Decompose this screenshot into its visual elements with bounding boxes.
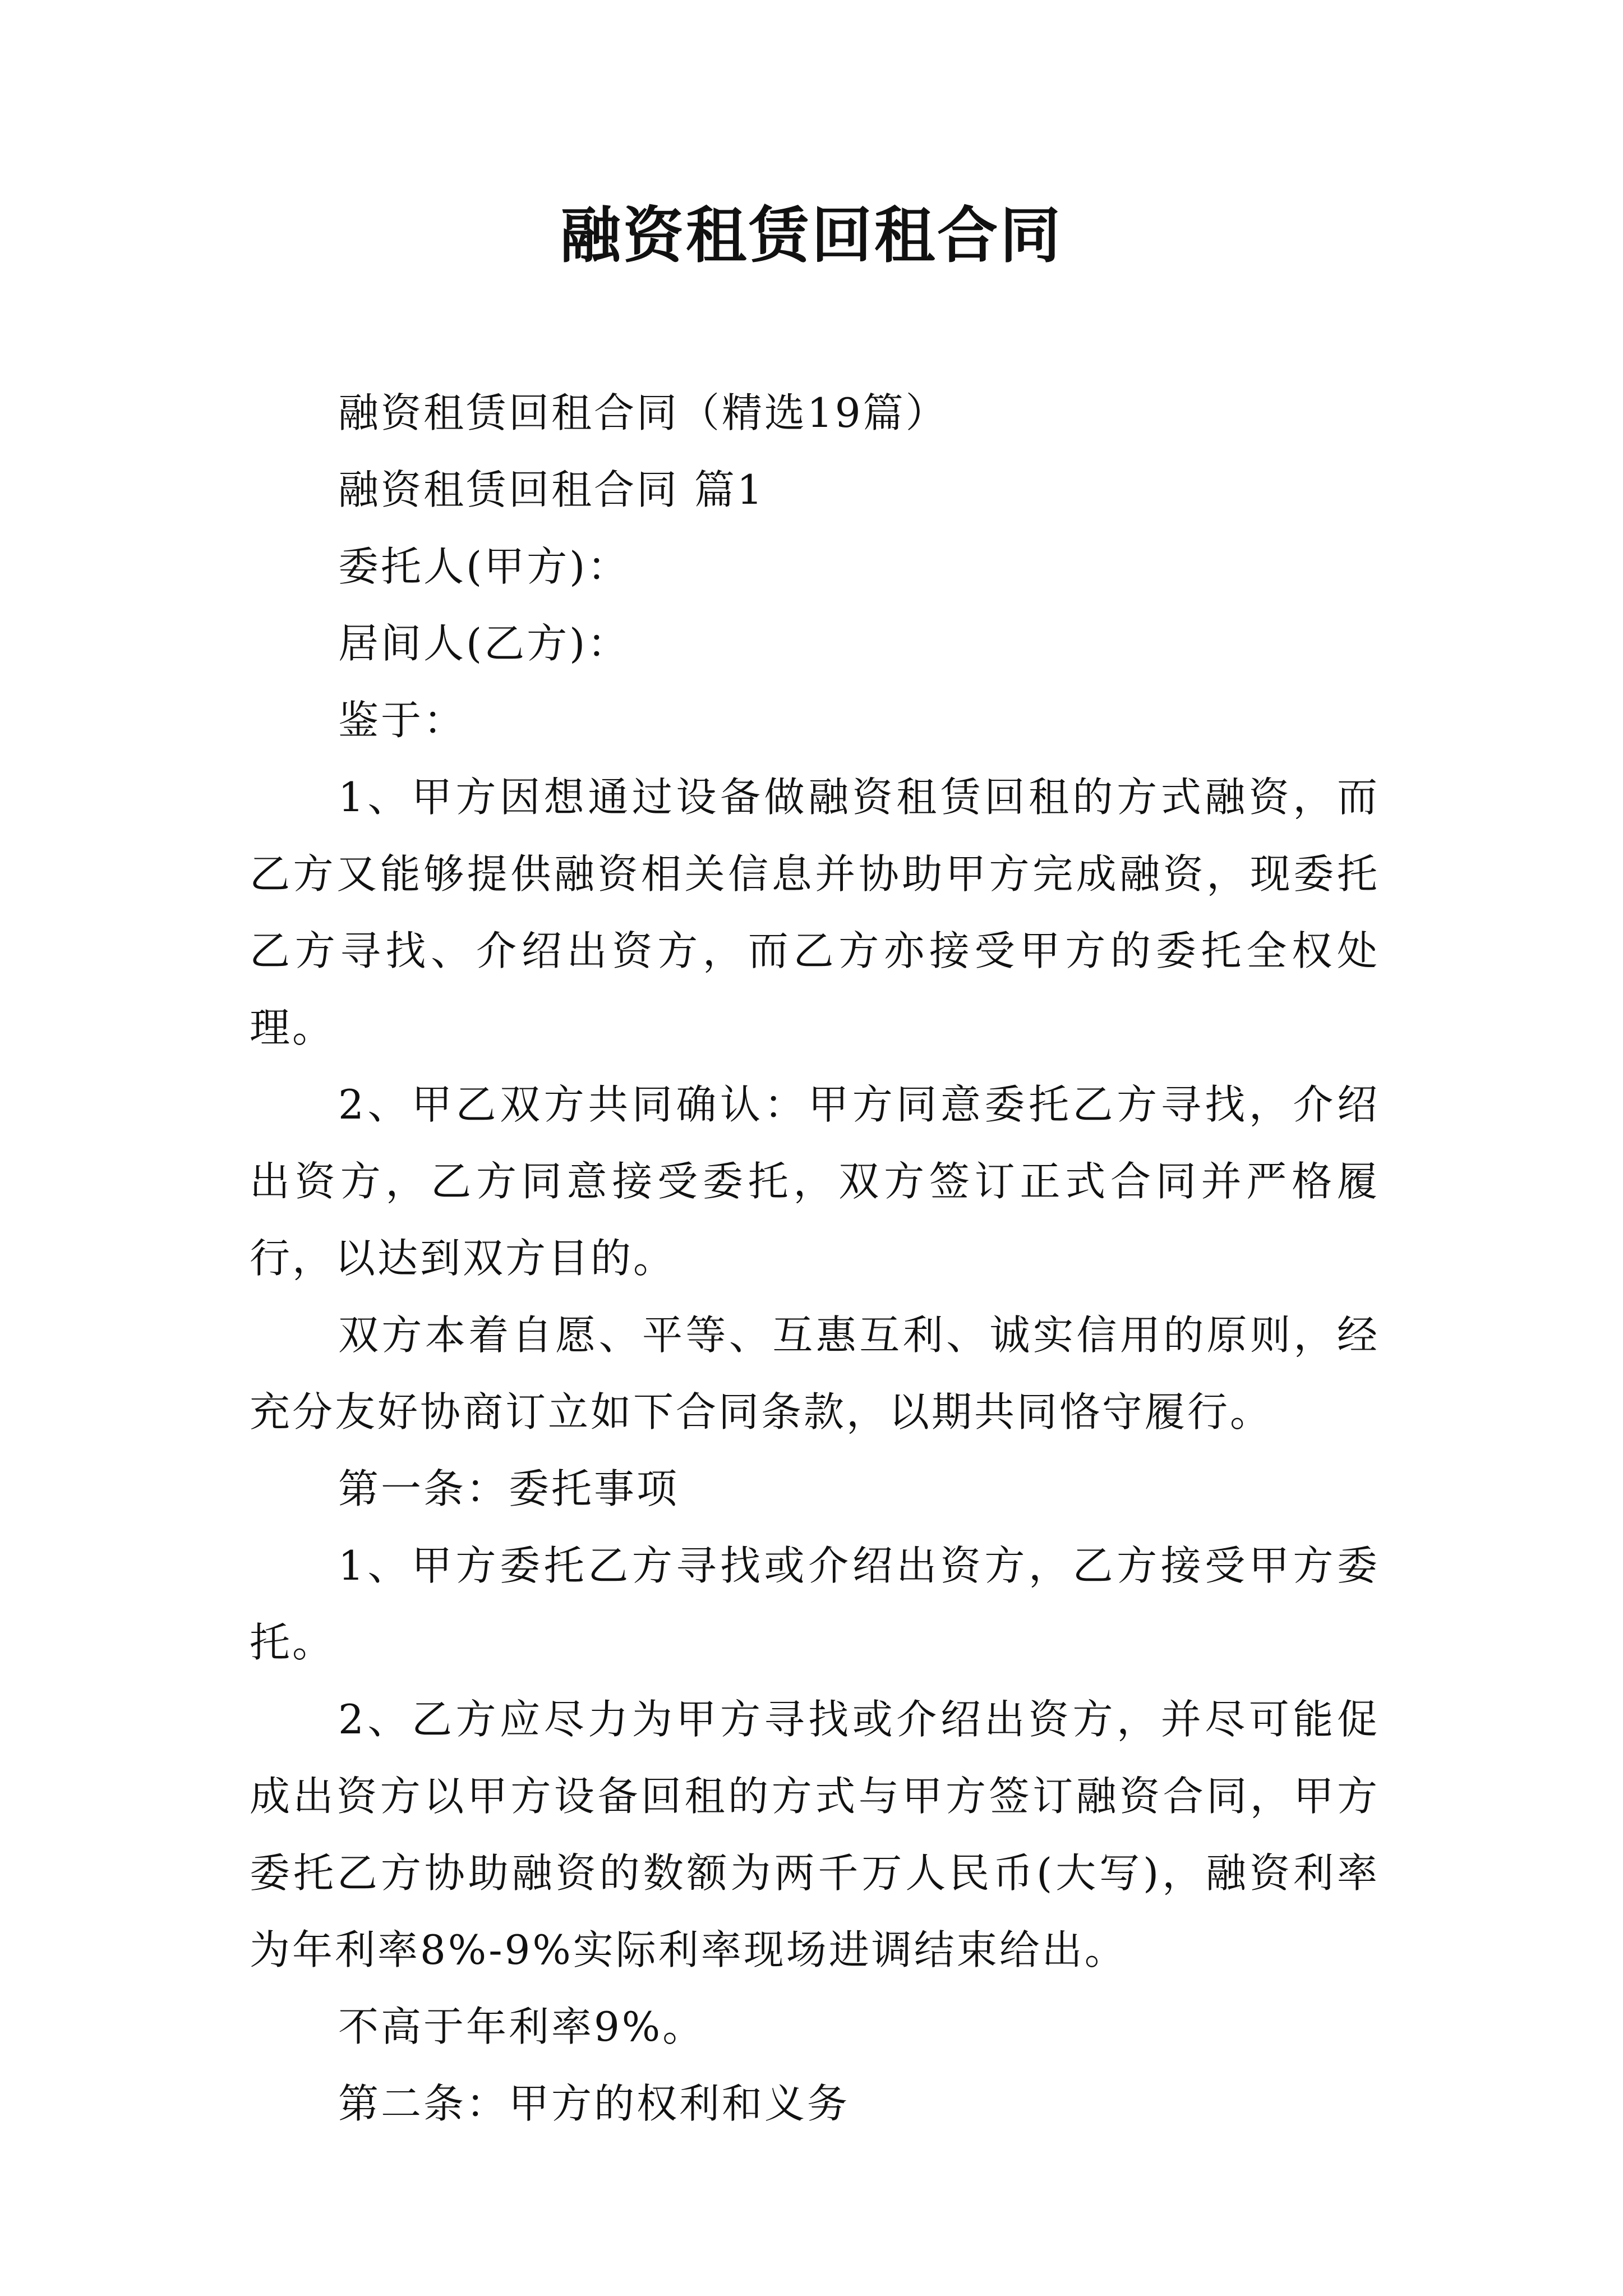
body-paragraph: 2、甲乙双方共同确认：甲方同意委托乙方寻找，介绍出资方，乙方同意接受委托，双方签订正式合同并严格履行，以达到双方目的。 (250, 1081, 1380, 1282)
whereas-line: 鉴于： (338, 697, 467, 744)
party-b-line: 居间人(乙方)： (338, 620, 630, 667)
document-title: 融资租赁回租合同 (560, 200, 1063, 271)
subtitle-paragraph: 融资租赁回租合同（精选19篇） (338, 389, 948, 436)
body-paragraph: 2、乙方应尽力为甲方寻找或介绍出资方，并尽可能促成出资方以甲方设备回租的方式与甲方签订融资合同，甲方委托乙方协助融资的数额为两千万人民币(大写)，融资利率为年利率8%-9%实际利率现场进调结束给出。 (250, 1696, 1380, 1973)
body-paragraph: 双方本着自愿、平等、互惠互利、诚实信用的原则，经充分友好协商订立如下合同条款，以期共同恪守履行。 (250, 1312, 1380, 1435)
document-body (250, 375, 1380, 2142)
body-paragraph: 1、甲方因想通过设备做融资租赁回租的方式融资，而乙方又能够提供融资相关信息并协助甲方完成融资，现委托乙方寻找、介绍出资方，而乙方亦接受甲方的委托全权处理。 (250, 774, 1380, 1051)
article-heading: 第二条：甲方的权利和义务 (338, 2080, 850, 2127)
article-heading: 第一条：委托事项 (338, 1465, 680, 1512)
section-heading: 融资租赁回租合同 篇1 (338, 466, 765, 513)
body-paragraph: 1、甲方委托乙方寻找或介绍出资方，乙方接受甲方委托。 (250, 1542, 1380, 1666)
body-paragraph: 不高于年利率9%。 (338, 2003, 706, 2050)
party-a-line: 委托人(甲方)： (338, 543, 630, 590)
